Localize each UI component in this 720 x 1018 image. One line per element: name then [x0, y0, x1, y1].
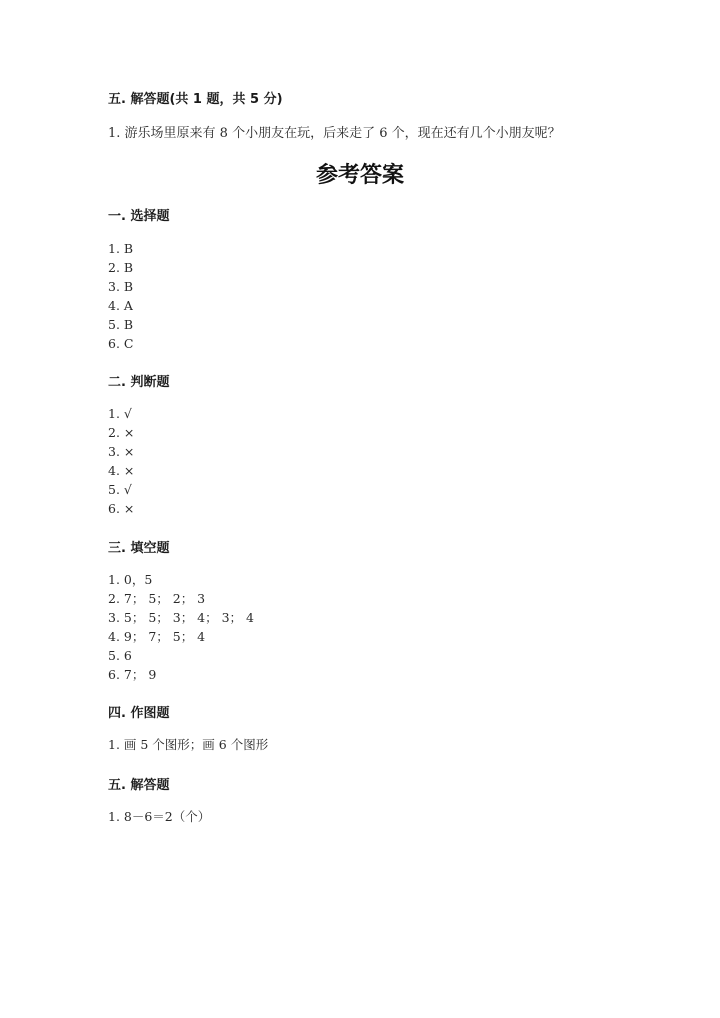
answer-item: 2. × — [108, 425, 135, 440]
answer-section-fill-heading: 三. 填空题 — [108, 541, 170, 556]
answer-item: 3. × — [108, 444, 135, 459]
answer-section-choice-heading: 一. 选择题 — [108, 209, 170, 224]
answer-item: 1. 画 5 个图形；画 6 个图形 — [108, 737, 269, 752]
answer-section-judge-heading: 二. 判断题 — [108, 375, 170, 390]
answer-item: 2. B — [108, 260, 134, 275]
answer-key-title: 参考答案 — [315, 163, 404, 188]
answer-item: 5. B — [108, 317, 134, 332]
answer-item: 4. × — [108, 463, 135, 478]
answer-item: 1. 0，5 — [108, 572, 153, 587]
answer-item: 6. × — [108, 501, 135, 516]
answer-item: 6. C — [108, 336, 134, 351]
answer-item: 3. B — [108, 279, 134, 294]
answer-list-solve — [108, 807, 210, 826]
answer-section-solve-heading: 五. 解答题 — [108, 778, 170, 793]
answer-item: 5. √ — [108, 482, 132, 497]
answer-item: 3. 5； 5； 3； 4； 3； 4 — [108, 610, 254, 625]
answer-list-drawing — [108, 735, 268, 754]
section-5-heading: 五. 解答题(共 1 题，共 5 分) — [108, 92, 283, 107]
section-5-question-1: 1. 游乐场里原来有 8 个小朋友在玩，后来走了 6 个，现在还有几个小朋友呢？ — [108, 126, 561, 141]
answer-list-fill — [108, 570, 254, 684]
answer-item: 4. 9； 7； 5； 4 — [108, 629, 206, 644]
answer-item: 1. 8－6＝2（个） — [108, 809, 211, 824]
answer-item: 1. √ — [108, 406, 132, 421]
answer-item: 6. 7； 9 — [108, 667, 157, 682]
answer-item: 4. A — [108, 298, 133, 313]
answer-list-judge — [108, 404, 134, 518]
answer-item: 1. B — [108, 241, 134, 256]
answer-item: 2. 7； 5； 2； 3 — [108, 591, 206, 606]
answer-item: 5. 6 — [108, 648, 132, 663]
answer-list-choice — [108, 239, 133, 353]
answer-section-drawing-heading: 四. 作图题 — [108, 706, 170, 721]
